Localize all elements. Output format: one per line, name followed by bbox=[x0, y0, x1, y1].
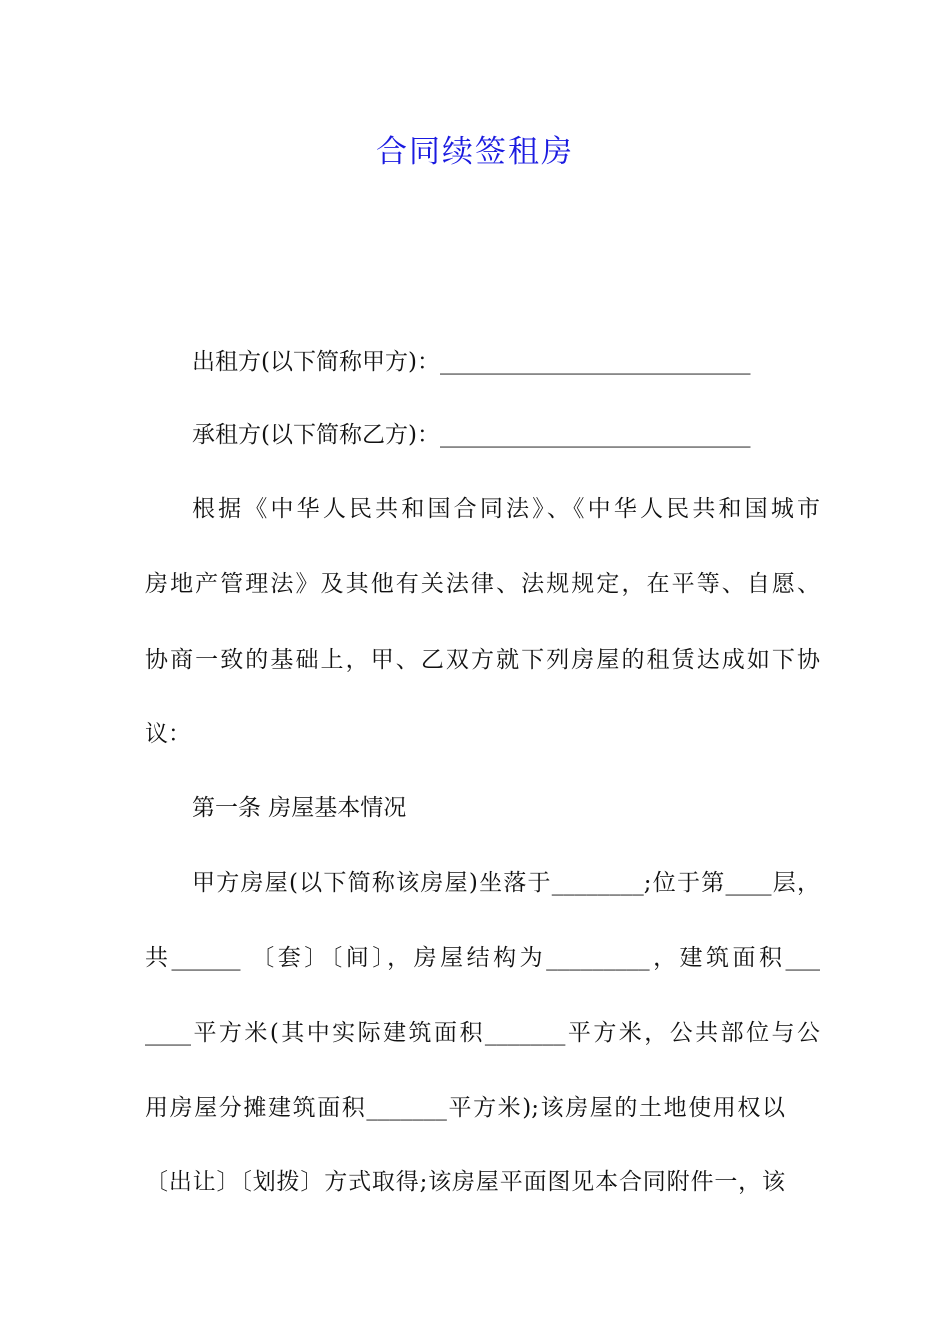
paragraph-line: 根据《中华人民共和国合同法》、《中华人民共和国城市 bbox=[192, 496, 820, 522]
paragraph-line: 〔出让〕〔划拨〕方式取得;该房屋平面图见本合同附件一，该 bbox=[145, 1169, 785, 1195]
document-title: 合同续签租房 bbox=[376, 134, 574, 170]
paragraph-line: 房地产管理法》及其他有关法律、法规规定，在平等、自愿、 bbox=[145, 571, 820, 597]
paragraph-line: 协商一致的基础上，甲、乙双方就下列房屋的租赁达成如下协 bbox=[145, 647, 820, 673]
paragraph-line: 用房屋分摊建筑面积_______平方米);该房屋的土地使用权以 bbox=[145, 1095, 785, 1121]
article-heading: 第一条 房屋基本情况 bbox=[192, 795, 407, 821]
lessee-line: 承租方(以下简称乙方)：___________________________ bbox=[192, 422, 751, 448]
paragraph-line: ____平方米(其中实际建筑面积_______平方米，公共部位与公 bbox=[145, 1020, 820, 1046]
paragraph-line: 议： bbox=[145, 721, 191, 747]
paragraph-line: 共______ 〔套〕〔间〕，房屋结构为_________，建筑面积___ bbox=[145, 945, 820, 971]
lessor-line: 出租方(以下简称甲方)：___________________________ bbox=[192, 349, 751, 375]
paragraph-line: 甲方房屋(以下简称该房屋)坐落于________;位于第____层， bbox=[192, 870, 820, 896]
